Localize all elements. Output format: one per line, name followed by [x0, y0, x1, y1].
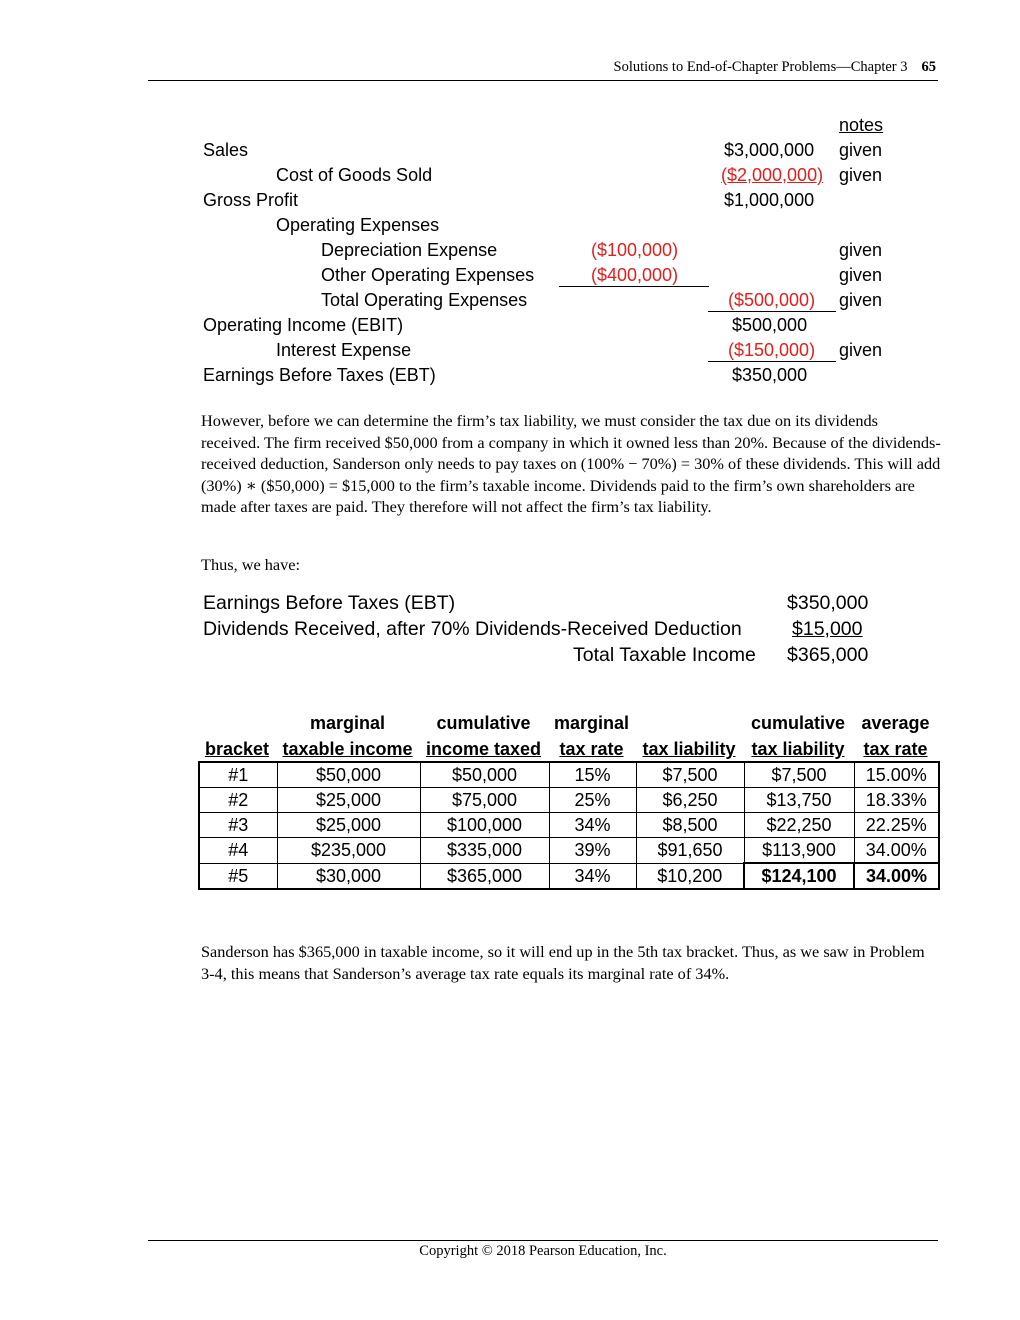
header-top-1: marginal: [309, 713, 386, 733]
ti-total-value: $365,000: [787, 644, 869, 666]
ebit-value: $500,000: [732, 315, 808, 335]
table-cell: $235,000: [277, 838, 420, 864]
total-opex-rule: [708, 311, 836, 312]
table-cell: $50,000: [420, 762, 549, 788]
table-cell: 15.00%: [854, 762, 939, 788]
table-cell: $335,000: [420, 838, 549, 864]
depreciation-note: given: [839, 240, 883, 260]
table-cell: 34%: [549, 813, 636, 838]
header-bottom-5: tax liability: [751, 739, 845, 759]
header-bottom-0: bracket: [204, 739, 270, 759]
table-cell: $25,000: [277, 788, 420, 813]
running-header: [614, 59, 937, 76]
dividends-paragraph: However, before we can determine the firm’s tax liability, we must consider the tax due on its dividends received. The firm received $50,000 from a company in which it owned less than 20%. Because of the dividends-received deduction, Sanderson only needs to pay taxes on (100% − 70%) = 30% of these dividends. This will add (30%) ∗ ($50,000) = $15,000 to the firm’s taxable income. Dividends paid to the firm’s own shareholders are made after taxes are paid. They therefore will not affect the firm’s tax liability.: [201, 411, 941, 517]
table-cell: $365,000: [420, 863, 549, 889]
ebt-label: Earnings Before Taxes (EBT): [203, 365, 436, 385]
table-cell: 34.00%: [854, 838, 939, 864]
running-title: Solutions to End-of-Chapter Problems—Chapter 3: [613, 59, 908, 75]
table-cell: $7,500: [636, 762, 744, 788]
table-cell: $75,000: [420, 788, 549, 813]
tax-bracket-table: [198, 761, 940, 890]
interest-note: given: [839, 340, 883, 360]
gross-profit-value: $1,000,000: [724, 190, 815, 210]
header-top-6: average: [861, 713, 930, 733]
header-bottom-1: taxable income: [282, 739, 413, 759]
header-top-5: cumulative: [750, 713, 846, 733]
cogs-note: given: [839, 165, 883, 185]
other-opex-note: given: [839, 265, 883, 285]
table-cell: 22.25%: [854, 813, 939, 838]
depreciation-label: Depreciation Expense: [321, 240, 498, 260]
total-opex-note: given: [839, 290, 883, 310]
table-cell: 18.33%: [854, 788, 939, 813]
sales-note: given: [839, 140, 883, 160]
table-row: [199, 788, 939, 813]
ti-ebt-label: Earnings Before Taxes (EBT): [203, 592, 456, 614]
ebt-value: $350,000: [732, 365, 808, 385]
table-cell-highlight: 34.00%: [854, 863, 939, 889]
page-number: 65: [921, 59, 936, 75]
table-cell: $6,250: [636, 788, 744, 813]
table-cell: $30,000: [277, 863, 420, 889]
table-row: [199, 838, 939, 864]
table-cell: 25%: [549, 788, 636, 813]
total-opex-value: ($500,000): [728, 290, 816, 310]
table-row: [199, 863, 939, 889]
table-cell: #2: [199, 788, 277, 813]
footer-rule: [148, 1240, 938, 1241]
gross-profit-label: Gross Profit: [203, 190, 299, 210]
table-cell: $10,200: [636, 863, 744, 889]
interest-value: ($150,000): [728, 340, 816, 360]
table-cell: $7,500: [744, 762, 854, 788]
ti-total-label: Total Taxable Income: [573, 644, 756, 666]
table-cell: #4: [199, 838, 277, 864]
ti-dividends-value: $15,000: [792, 618, 863, 640]
table-cell: $13,750: [744, 788, 854, 813]
table-cell: #1: [199, 762, 277, 788]
interest-label: Interest Expense: [276, 340, 412, 360]
notes-header: notes: [839, 115, 884, 135]
conclusion-paragraph: Sanderson has $365,000 in taxable income, so it will end up in the 5th tax bracket. Thus, as we saw in Problem 3-4, this means that Sanderson’s average tax rate equals its marginal rate of 34%.: [201, 942, 925, 983]
depreciation-value: ($100,000): [591, 240, 679, 260]
header-rule: [148, 80, 938, 81]
copyright-footer: Copyright © 2018 Pearson Education, Inc.: [419, 1243, 667, 1259]
sales-label: Sales: [203, 140, 249, 160]
interest-rule: [708, 361, 836, 362]
cogs-label: Cost of Goods Sold: [276, 165, 433, 185]
ti-ebt-value: $350,000: [787, 592, 869, 614]
table-cell: #3: [199, 813, 277, 838]
header-bottom-3: tax rate: [559, 739, 624, 759]
header-bottom-2: income taxed: [425, 739, 542, 759]
thus-paragraph: Thus, we have:: [201, 555, 301, 574]
table-cell: $100,000: [420, 813, 549, 838]
other-opex-value: ($400,000): [591, 265, 679, 285]
other-opex-label: Other Operating Expenses: [321, 265, 535, 285]
table-cell: 39%: [549, 838, 636, 864]
table-row: [199, 813, 939, 838]
table-cell: 34%: [549, 863, 636, 889]
ebit-label: Operating Income (EBIT): [203, 315, 404, 335]
ti-dividends-label: Dividends Received, after 70% Dividends-Received Deduction: [203, 618, 742, 640]
table-cell: $22,250: [744, 813, 854, 838]
subtotal-rule: [559, 286, 709, 287]
table-cell: #5: [199, 863, 277, 889]
table-cell-highlight: $124,100: [744, 863, 854, 889]
table-row: [199, 762, 939, 788]
table-cell: $113,900: [744, 838, 854, 864]
cogs-value: ($2,000,000): [721, 165, 824, 185]
total-opex-label: Total Operating Expenses: [321, 290, 528, 310]
header-top-3: marginal: [553, 713, 630, 733]
table-cell: $25,000: [277, 813, 420, 838]
header-top-2: cumulative: [436, 713, 531, 733]
opex-label: Operating Expenses: [276, 215, 440, 235]
table-cell: $8,500: [636, 813, 744, 838]
header-bottom-6: tax rate: [863, 739, 928, 759]
table-cell: $50,000: [277, 762, 420, 788]
header-bottom-4: tax liability: [642, 739, 736, 759]
sales-value: $3,000,000: [724, 140, 815, 160]
table-cell: 15%: [549, 762, 636, 788]
table-cell: $91,650: [636, 838, 744, 864]
